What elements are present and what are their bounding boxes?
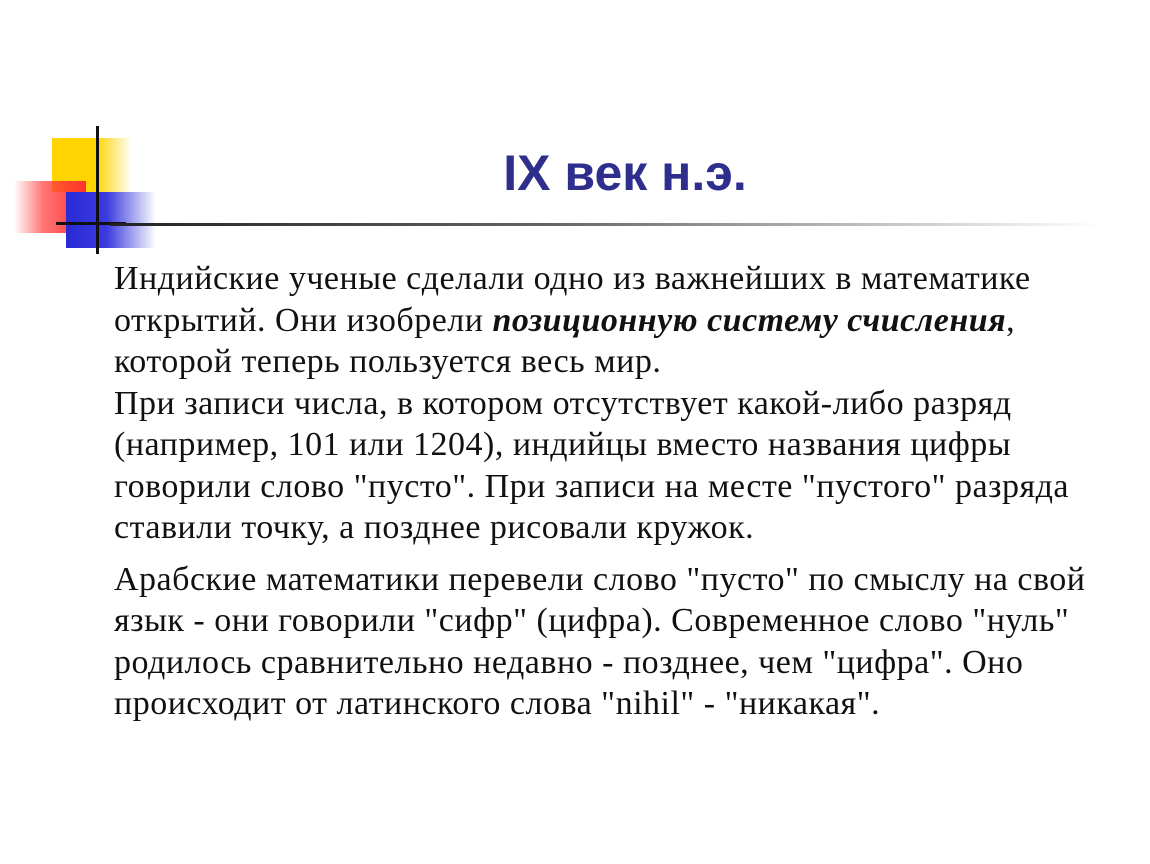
slide-title: IX век н.э. — [503, 145, 747, 201]
paragraph-1-emphasis: позиционную систему счисления — [492, 301, 1007, 339]
title-divider — [110, 223, 1100, 226]
paragraph-2: При записи числа, в котором отсутствует какой-либо разряд (например, 101 или 1204), индийцы вместо названия цифры говорили слово "пусто". При записи на месте "пустого" разряда ставили точку, а позднее рисовали кружок. — [114, 384, 1069, 546]
paragraph-1-text-a: Индийские ученые сделали одно из важнейших в математике открытий. Они изобрели — [114, 260, 1031, 339]
logo-blue-square — [66, 192, 156, 248]
slide-body — [114, 258, 1114, 725]
paragraph-3: Арабские математики перевели слово "пусто" по смыслу на свой язык - они говорили "сифр" (цифра). Современное слово "нуль" родилось сравнительно недавно - позднее, чем "цифра". Оно происходит от латинского слова "nihil" - "никакая". — [114, 560, 1086, 722]
paragraph-1 — [114, 258, 1114, 383]
logo-vertical-line — [96, 126, 99, 254]
paragraph-1-text-b: , которой теперь пользуется весь мир. — [114, 301, 1016, 380]
